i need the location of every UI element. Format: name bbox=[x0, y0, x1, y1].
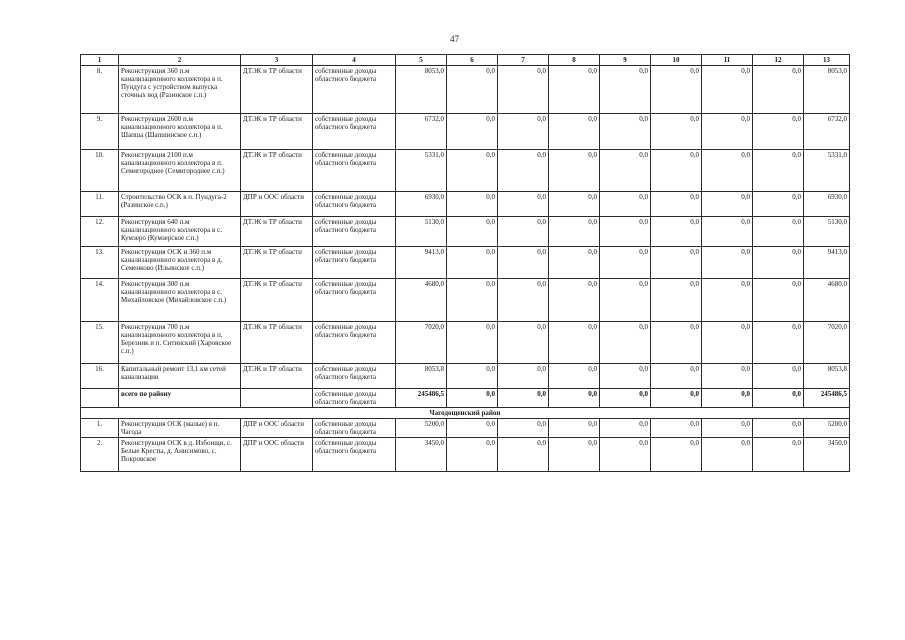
amount-cell: 0,0 bbox=[651, 217, 702, 247]
responsible-org bbox=[241, 389, 313, 408]
amount-cell: 0,0 bbox=[447, 322, 498, 364]
table-row bbox=[81, 217, 850, 247]
amount-cell: 0,0 bbox=[753, 66, 804, 114]
column-header: 4 bbox=[313, 55, 396, 66]
amount-cell: 8053,8 bbox=[396, 364, 447, 389]
responsible-org: ДПР и ООС области bbox=[241, 419, 313, 438]
table-row bbox=[81, 114, 850, 150]
amount-cell: 0,0 bbox=[447, 247, 498, 279]
row-number: 14. bbox=[81, 279, 119, 322]
amount-cell: 0,0 bbox=[447, 192, 498, 217]
amount-cell: 0,0 bbox=[753, 279, 804, 322]
amount-cell: 0,0 bbox=[447, 114, 498, 150]
amount-cell: 0,0 bbox=[498, 438, 549, 472]
column-header: 2 bbox=[119, 55, 241, 66]
amount-cell: 0,0 bbox=[702, 438, 753, 472]
funding-source: собственные доходы областного бюджета bbox=[313, 438, 396, 472]
amount-cell: 0,0 bbox=[447, 66, 498, 114]
amount-cell: 0,0 bbox=[753, 389, 804, 408]
column-header: 3 bbox=[241, 55, 313, 66]
amount-cell: 0,0 bbox=[549, 279, 600, 322]
amount-cell: 0,0 bbox=[753, 247, 804, 279]
table-row bbox=[81, 150, 850, 192]
row-number: 1. bbox=[81, 419, 119, 438]
row-number: 12. bbox=[81, 217, 119, 247]
amount-cell: 0,0 bbox=[447, 438, 498, 472]
funding-source: собственные доходы областного бюджета bbox=[313, 247, 396, 279]
amount-cell: 0,0 bbox=[702, 279, 753, 322]
amount-cell: 0,0 bbox=[600, 279, 651, 322]
row-number: 8. bbox=[81, 66, 119, 114]
amount-cell: 0,0 bbox=[498, 247, 549, 279]
amount-cell: 0,0 bbox=[702, 419, 753, 438]
total-row bbox=[81, 389, 850, 408]
row-number bbox=[81, 389, 119, 408]
table-row bbox=[81, 419, 850, 438]
amount-cell: 4680,0 bbox=[396, 279, 447, 322]
amount-cell: 0,0 bbox=[651, 192, 702, 217]
amount-cell: 0,0 bbox=[651, 364, 702, 389]
amount-cell: 0,0 bbox=[702, 217, 753, 247]
funding-source: собственные доходы областного бюджета bbox=[313, 322, 396, 364]
responsible-org: ДТЭК и ТР области bbox=[241, 217, 313, 247]
amount-cell: 6930,0 bbox=[804, 192, 850, 217]
amount-cell: 0,0 bbox=[549, 150, 600, 192]
amount-cell: 0,0 bbox=[447, 279, 498, 322]
amount-cell: 0,0 bbox=[702, 389, 753, 408]
responsible-org: ДТЭК и ТР области bbox=[241, 66, 313, 114]
amount-cell: 0,0 bbox=[753, 217, 804, 247]
amount-cell: 0,0 bbox=[702, 150, 753, 192]
project-name: Реконструкция ОСК в д. Избоищи, с. Белые Кресты, д. Анисимово, с. Покровское bbox=[119, 438, 241, 472]
column-header: 12 bbox=[753, 55, 804, 66]
responsible-org: ДПР и ООС области bbox=[241, 192, 313, 217]
table-body bbox=[81, 66, 850, 472]
amount-cell: 0,0 bbox=[600, 217, 651, 247]
amount-cell: 6732,0 bbox=[396, 114, 447, 150]
amount-cell: 0,0 bbox=[753, 438, 804, 472]
column-header: 9 bbox=[600, 55, 651, 66]
amount-cell: 0,0 bbox=[549, 217, 600, 247]
header-row bbox=[81, 55, 850, 66]
project-name: Реконструкция 2100 п.м канализационного коллектора в п. Семигороднее (Семигороднее с.п.) bbox=[119, 150, 241, 192]
amount-cell: 9413,0 bbox=[396, 247, 447, 279]
amount-cell: 5130,0 bbox=[396, 217, 447, 247]
responsible-org: ДТЭК и ТР области bbox=[241, 364, 313, 389]
row-number: 11. bbox=[81, 192, 119, 217]
project-name: Реконструкция 700 п.м канализационного коллектора в п. Березник и п. Ситинский (Харовское с.п.) bbox=[119, 322, 241, 364]
amount-cell: 0,0 bbox=[600, 419, 651, 438]
amount-cell: 0,0 bbox=[702, 114, 753, 150]
amount-cell: 5331,0 bbox=[804, 150, 850, 192]
amount-cell: 0,0 bbox=[498, 114, 549, 150]
amount-cell: 0,0 bbox=[549, 114, 600, 150]
amount-cell: 0,0 bbox=[651, 322, 702, 364]
page-number: 47 bbox=[450, 34, 459, 44]
column-header: 7 bbox=[498, 55, 549, 66]
funding-source: собственные доходы областного бюджета bbox=[313, 279, 396, 322]
amount-cell: 0,0 bbox=[651, 389, 702, 408]
row-number: 15. bbox=[81, 322, 119, 364]
table-row bbox=[81, 66, 850, 114]
amount-cell: 0,0 bbox=[600, 247, 651, 279]
amount-cell: 0,0 bbox=[498, 66, 549, 114]
amount-cell: 0,0 bbox=[498, 217, 549, 247]
row-number: 9. bbox=[81, 114, 119, 150]
amount-cell: 0,0 bbox=[600, 114, 651, 150]
amount-cell: 0,0 bbox=[498, 419, 549, 438]
amount-cell: 0,0 bbox=[549, 66, 600, 114]
amount-cell: 5200,0 bbox=[396, 419, 447, 438]
row-number: 13. bbox=[81, 247, 119, 279]
amount-cell: 0,0 bbox=[651, 150, 702, 192]
amount-cell: 0,0 bbox=[753, 419, 804, 438]
amount-cell: 0,0 bbox=[447, 389, 498, 408]
project-name: Реконструкция 2600 п.м канализационного коллектора в п. Шапша (Шапшинское с.п.) bbox=[119, 114, 241, 150]
amount-cell: 0,0 bbox=[498, 389, 549, 408]
amount-cell: 8053,0 bbox=[804, 66, 850, 114]
responsible-org: ДТЭК и ТР области bbox=[241, 247, 313, 279]
table-row bbox=[81, 322, 850, 364]
amount-cell: 5331,0 bbox=[396, 150, 447, 192]
table-row bbox=[81, 247, 850, 279]
amount-cell: 0,0 bbox=[447, 364, 498, 389]
column-header: 5 bbox=[396, 55, 447, 66]
table-row bbox=[81, 438, 850, 472]
row-number: 2. bbox=[81, 438, 119, 472]
project-name: Реконструкция 640 п.м канализационного коллектора в с. Кумзеро (Кумзерское с.п.) bbox=[119, 217, 241, 247]
amount-cell: 0,0 bbox=[753, 322, 804, 364]
amount-cell: 0,0 bbox=[447, 419, 498, 438]
amount-cell: 9413,0 bbox=[804, 247, 850, 279]
total-label: всего по району bbox=[119, 389, 241, 408]
funding-source: собственные доходы областного бюджета bbox=[313, 66, 396, 114]
row-number: 10. bbox=[81, 150, 119, 192]
amount-cell: 4680,0 bbox=[804, 279, 850, 322]
amount-cell: 0,0 bbox=[549, 389, 600, 408]
responsible-org: ДТЭК и ТР области bbox=[241, 114, 313, 150]
amount-cell: 7020,0 bbox=[396, 322, 447, 364]
project-name: Капитальный ремонт 13,1 км сетей канализации bbox=[119, 364, 241, 389]
amount-cell: 0,0 bbox=[600, 150, 651, 192]
district-header-row bbox=[81, 408, 850, 419]
amount-cell: 8053,8 bbox=[804, 364, 850, 389]
amount-cell: 3450,0 bbox=[396, 438, 447, 472]
funding-source: собственные доходы областного бюджета bbox=[313, 389, 396, 408]
amount-cell: 5200,0 bbox=[804, 419, 850, 438]
funding-source: собственные доходы областного бюджета bbox=[313, 150, 396, 192]
amount-cell: 0,0 bbox=[651, 438, 702, 472]
column-header: 8 bbox=[549, 55, 600, 66]
responsible-org: ДТЭК и ТР области bbox=[241, 150, 313, 192]
amount-cell: 0,0 bbox=[447, 150, 498, 192]
amount-cell: 3450,0 bbox=[804, 438, 850, 472]
funding-source: собственные доходы областного бюджета bbox=[313, 217, 396, 247]
column-header: 10 bbox=[651, 55, 702, 66]
amount-cell: 0,0 bbox=[498, 279, 549, 322]
budget-table bbox=[80, 54, 850, 472]
amount-cell: 0,0 bbox=[702, 322, 753, 364]
project-name: Реконструкция ОСК (малые) в п. Чагода bbox=[119, 419, 241, 438]
amount-cell: 0,0 bbox=[600, 192, 651, 217]
amount-cell: 0,0 bbox=[549, 192, 600, 217]
column-header: 13 bbox=[804, 55, 850, 66]
responsible-org: ДПР и ООС области bbox=[241, 438, 313, 472]
amount-cell: 0,0 bbox=[600, 66, 651, 114]
column-header: 11 bbox=[702, 55, 753, 66]
amount-cell: 245486,5 bbox=[396, 389, 447, 408]
amount-cell: 0,0 bbox=[600, 364, 651, 389]
responsible-org: ДТЭК и ТР области bbox=[241, 279, 313, 322]
project-name: Реконструкция ОСК и 360 п.м канализационного коллектора в д. Семенково (Ильинское с.п.) bbox=[119, 247, 241, 279]
table-row bbox=[81, 192, 850, 217]
funding-source: собственные доходы областного бюджета bbox=[313, 419, 396, 438]
amount-cell: 6732,0 bbox=[804, 114, 850, 150]
amount-cell: 5130,0 bbox=[804, 217, 850, 247]
amount-cell: 0,0 bbox=[753, 114, 804, 150]
amount-cell: 0,0 bbox=[651, 114, 702, 150]
amount-cell: 0,0 bbox=[753, 364, 804, 389]
responsible-org: ДТЭК и ТР области bbox=[241, 322, 313, 364]
amount-cell: 0,0 bbox=[498, 322, 549, 364]
amount-cell: 0,0 bbox=[549, 364, 600, 389]
amount-cell: 0,0 bbox=[651, 419, 702, 438]
row-number: 16. bbox=[81, 364, 119, 389]
amount-cell: 0,0 bbox=[447, 217, 498, 247]
amount-cell: 0,0 bbox=[702, 247, 753, 279]
amount-cell: 8053,0 bbox=[396, 66, 447, 114]
amount-cell: 0,0 bbox=[549, 419, 600, 438]
project-name: Строительство ОСК в п. Пундуга-2 (Разинское с.п.) bbox=[119, 192, 241, 217]
column-header: 6 bbox=[447, 55, 498, 66]
amount-cell: 0,0 bbox=[702, 66, 753, 114]
amount-cell: 0,0 bbox=[702, 192, 753, 217]
amount-cell: 0,0 bbox=[753, 150, 804, 192]
table-row bbox=[81, 364, 850, 389]
amount-cell: 7020,0 bbox=[804, 322, 850, 364]
amount-cell: 6930,0 bbox=[396, 192, 447, 217]
amount-cell: 0,0 bbox=[549, 438, 600, 472]
amount-cell: 245486,5 bbox=[804, 389, 850, 408]
amount-cell: 0,0 bbox=[498, 150, 549, 192]
funding-source: собственные доходы областного бюджета bbox=[313, 114, 396, 150]
amount-cell: 0,0 bbox=[651, 279, 702, 322]
table-row bbox=[81, 279, 850, 322]
funding-source: собственные доходы областного бюджета bbox=[313, 192, 396, 217]
amount-cell: 0,0 bbox=[753, 192, 804, 217]
amount-cell: 0,0 bbox=[651, 247, 702, 279]
project-name: Реконструкция 300 п.м канализационного коллектора в с. Михайловское (Михайловское с.п.) bbox=[119, 279, 241, 322]
amount-cell: 0,0 bbox=[600, 389, 651, 408]
column-header: 1 bbox=[81, 55, 119, 66]
amount-cell: 0,0 bbox=[498, 192, 549, 217]
amount-cell: 0,0 bbox=[651, 66, 702, 114]
amount-cell: 0,0 bbox=[498, 364, 549, 389]
amount-cell: 0,0 bbox=[600, 322, 651, 364]
amount-cell: 0,0 bbox=[549, 322, 600, 364]
district-title: Чагодощенский район bbox=[81, 408, 850, 419]
amount-cell: 0,0 bbox=[702, 364, 753, 389]
funding-source: собственные доходы областного бюджета bbox=[313, 364, 396, 389]
project-name: Реконструкция 360 п.м канализационного коллектора в п. Пундуга с устройством выпуска сточных вод (Разинское с.п.) bbox=[119, 66, 241, 114]
amount-cell: 0,0 bbox=[549, 247, 600, 279]
amount-cell: 0,0 bbox=[600, 438, 651, 472]
